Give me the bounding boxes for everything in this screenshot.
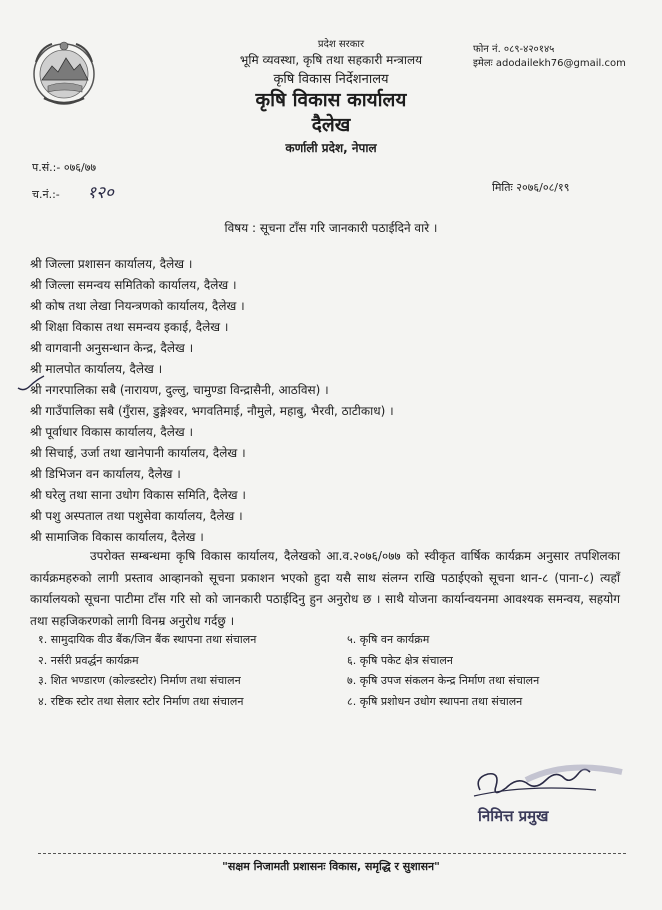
email-address: इमेलः adodailekh76@gmail.com [473,58,626,69]
list-item: १. सामुदायिक वीउ बैंक/जिन बैंक स्थापना तथा संचालन [38,633,257,646]
govt-line: प्रदेश सरकार [317,39,365,50]
list-item: श्री वागवानी अनुसन्धान केन्द्र, दैलेख । [30,341,194,355]
list-item: श्री कोष तथा लेखा नियन्त्रणको कार्यालय, दैलेख । [30,299,245,313]
list-item: ४. रष्टिक स्टोर तथा सेलार स्टोर निर्माण तथा संचालन [38,694,244,708]
list-item: श्री मालपोत कार्यालय, दैलेख । [30,362,163,376]
list-item: श्री पूर्वाधार विकास कार्यालय, दैलेख । [30,425,194,439]
recipient-list [30,254,394,548]
letter-number: प.सं.:- ०७६/७७ [32,161,97,174]
dispatch-number [32,180,114,203]
handwritten-tick-icon [16,374,46,394]
list-item: श्री जिल्ला समन्वय समितिको कार्यालय, दैलेख । [30,278,237,292]
office-city: दैलेख [311,114,351,136]
list-item: श्री जिल्ला प्रशासन कार्यालय, दैलेख । [30,257,193,271]
program-list-right [347,630,539,712]
subject-line: विषय : सूचना टाँस गरि जानकारी पठाईदिने वारे । [224,221,438,235]
dispatch-number-value: १२० [87,183,114,203]
list-item: श्री पशु अस्पताल तथा पशुसेवा कार्यालय, दैलेख । [30,509,243,523]
list-item: ८. कृषि प्रशोधन उधोग स्थापना तथा संचालन [347,694,523,708]
list-item: ५. कृषि वन कार्यक्रम [347,633,430,646]
list-item: श्री गाउँपालिका सबै (गुँरास, डुङ्गेश्वर, भगवतिमाई, नौमुले, महाबु, भैरवी, ठाटीकाध) । [30,404,394,418]
office-title: कृषि विकास कार्यालय [255,89,407,111]
province-line: कर्णाली प्रदेश, नेपाल [285,141,377,155]
footer-motto: "सक्षम निजामती प्रशासनः विकास, समृद्धि र सुशासन" [222,860,440,873]
list-item: श्री सामाजिक विकास कार्यालय, दैलेख । [30,530,204,544]
list-item: ७. कृषि उपज संकलन केन्द्र निर्माण तथा संचालन [347,674,540,687]
directorate-line: कृषि विकास निर्देशनालय [273,72,389,87]
program-list-left [38,630,256,712]
dispatch-number-label: च.नं.:- [32,188,60,201]
list-item: ३. शित भण्डारण (कोल्डस्टोर) निर्माण तथा संचालन [38,674,241,687]
list-item: श्री शिक्षा विकास तथा समन्वय इकाई, दैलेख । [30,320,229,334]
list-item: ६. कृषि पकेट क्षेत्र संचालन [347,653,453,667]
list-item: २. नर्सरी प्रवर्द्धन कार्यक्रम [38,653,139,667]
phone-number: फोन नं. ०८९-४२०१४५ [473,44,555,55]
letter-date: मितिः २०७६/०८/१९ [492,181,570,194]
list-item: श्री नगरपालिका सबै (नारायण, दुल्लु, चामुण्डा विन्द्रासैनी, आठविस) । [30,383,329,397]
body-paragraph: उपरोक्त सम्बन्धमा कृषि विकास कार्यालय, दैलेखको आ.व.२०७६/०७७ को स्वीकृत वार्षिक कार्यक्रम अनुसार तपशिलका कार्यक्रमहरुको लागी प्रस्ताव आव्हानको सूचना प्रकाशन भएको हुदा यसै साथ संलग्न राखि पठाईएको सूचना थान-८ (पाना-८) त्यहाँ कार्यालयको सूचना पाटीमा टाँस गरि सो को जानकारी पठाईदिनु हुन अनुरोध छ । साथै योजना कार्यान्वयनमा आवश्यक समन्वय, सहयोग तथा सहजिकरणको लागी विनम्र अनुरोध गर्दछु । [30,549,620,628]
signatory-title: निमित्त प्रमुख [478,807,549,825]
list-item: श्री डिभिजन वन कार्यालय, दैलेख । [30,467,181,481]
list-item: श्री सिचाई, उर्जा तथा खानेपानी कार्यालय, दैलेख । [30,446,246,460]
footer-divider [38,853,626,854]
list-item: श्री घरेलु तथा साना उधोग विकास समिति, दैलेख । [30,488,246,502]
ministry-line: भूमि व्यवस्था, कृषि तथा सहकारी मन्त्रालय [239,53,423,67]
